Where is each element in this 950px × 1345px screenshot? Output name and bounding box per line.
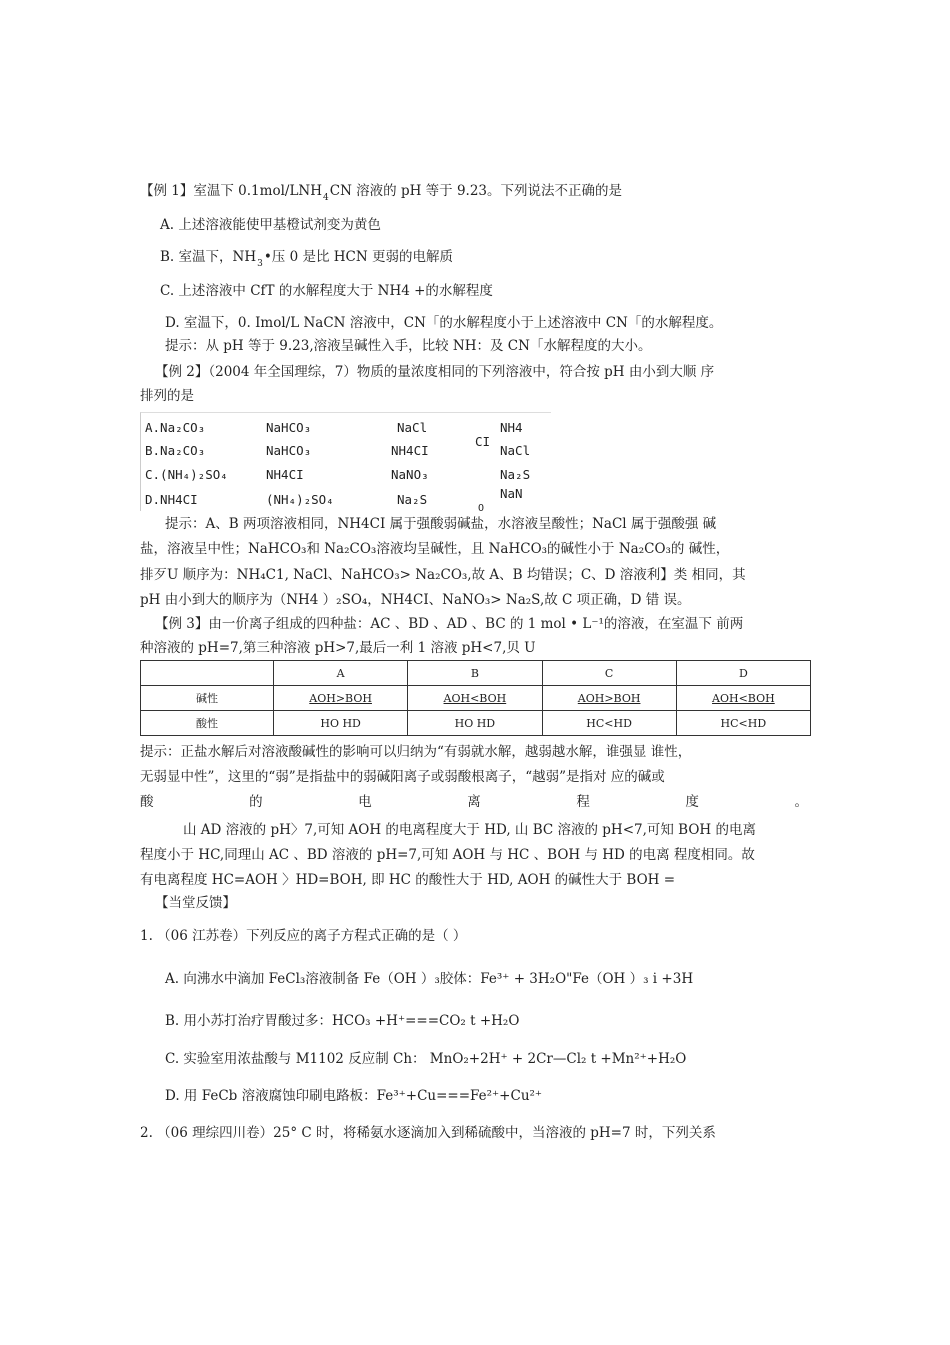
example-3-analysis-line-2: 程度小于 HC,同理山 AC 、BD 溶液的 pH=7,可知 AOH 与 HC 、BOH 与 HD 的电离 程度相同。故: [140, 847, 755, 863]
example-1-label: 【例 1】: [140, 183, 194, 199]
feedback-question-1-option-b: B. 用小苏打治疗胃酸过多：HCO₃ +H⁺===CO₂ t +H₂O: [165, 1013, 520, 1029]
table-cell: 酸性: [141, 711, 274, 736]
example-2-hint-line-3: 排歹U 顺序为：NH₄C1, NaCl、NaHCO₃> Na₂CO₃,故 A、B 均错误；C、D 溶液利】类 相同，其: [140, 567, 746, 583]
subscript: 4: [323, 193, 329, 203]
table-cell: AOH<BOH: [676, 686, 810, 711]
cell: NaCl: [500, 443, 531, 458]
cell: A.Na₂CO₃: [145, 420, 206, 435]
table-cell: AOH>BOH: [274, 686, 408, 711]
example-2-ci-fragment: CI: [475, 434, 491, 449]
cell: NaN: [500, 486, 523, 501]
table-row: [141, 686, 811, 711]
cell: D.NH4CI: [145, 492, 198, 507]
example-1-text-b: CN 溶液的 pH 等于 9.23。下列说法不正确的是: [329, 183, 623, 199]
feedback-question-1-option-a: A. 向沸水中滴加 FeCl₃溶液制备 Fe（OH ）₃胶体：Fe³⁺ + 3H₂O"Fe（OH ）₃ i +3H: [165, 971, 694, 987]
cell: NaCl: [397, 420, 428, 435]
example-3-analysis-line-1: 山 AD 溶液的 pH〉7,可知 AOH 的电离程度大于 HD, 山 BC 溶液的 pH<7,可知 BOH 的电离: [183, 822, 756, 838]
word: 酸: [140, 794, 154, 810]
cell: (NH₄)₂SO₄: [266, 492, 334, 507]
example-3-hint-line-3: [140, 793, 808, 811]
word: 的: [249, 794, 263, 810]
example-1-question: [140, 182, 622, 202]
example-1-text-a: 室温下 0.1mol/LNH: [193, 183, 322, 199]
feedback-question-1: 1. （06 江苏卷）下列反应的离子方程式正确的是（ ）: [140, 928, 467, 944]
example-1-hint: 提示：从 pH 等于 9.23,溶液呈碱性入手，比较 NH：及 CN「水解程度的大小。: [165, 338, 652, 354]
table-cell: A: [274, 661, 408, 686]
table-row: [141, 711, 811, 736]
cell: Na₂S: [397, 492, 428, 507]
table-cell: HO HD: [274, 711, 408, 736]
example-3-table: [140, 660, 811, 736]
word: 程: [576, 794, 590, 810]
example-2-question-line-2: 排列的是: [140, 388, 194, 404]
table-cell: [141, 661, 274, 686]
cell: NaNO₃: [391, 467, 429, 482]
example-2-question-line-1: 【例 2】（2004 年全国理综，7）物质的量浓度相同的下列溶液中，符合按 pH 由小到大顺 序: [155, 364, 715, 380]
word: 离: [467, 794, 481, 810]
table-cell: C: [542, 661, 676, 686]
example-1-option-d: D. 室温下，0. Imol/L NaCN 溶液中，CN「的水解程度小于上述溶液中 CN「的水解程度。: [165, 315, 723, 331]
example-3-analysis-line-3: 有电离程度 HC=AOH 〉HD=BOH, 即 HC 的酸性大于 HD, AOH 的碱性大于 BOH =: [140, 872, 676, 888]
example-1-option-c: C. 上述溶液中 CfT 的水解程度大于 NH4 +的水解程度: [160, 283, 493, 299]
example-3-question-line-1: 【例 3】由一价离子组成的四种盐：AC 、BD 、AD 、BC 的 1 mol • L⁻¹的溶液，在室温下 前两: [155, 616, 744, 632]
cell: B.Na₂CO₃: [145, 443, 206, 458]
table-cell: D: [676, 661, 810, 686]
word: 度: [685, 794, 699, 810]
table-header-row: [141, 661, 811, 686]
example-2-hint-line-2: 盐，溶液呈中性；NaHCO₃和 Na₂CO₃溶液均呈碱性，且 NaHCO₃的碱性小于 Na₂CO₃的 碱性，: [140, 541, 730, 557]
cell: NaHCO₃: [266, 443, 312, 458]
cell: NH4CI: [391, 443, 429, 458]
feedback-question-1-option-d: D. 用 FeCb 溶液腐蚀印刷电路板：Fe³⁺+Cu===Fe²⁺+Cu²⁺: [165, 1088, 543, 1104]
subscript: 3: [257, 259, 263, 269]
example-2-o-fragment: O: [478, 503, 485, 514]
table-cell: HC<HD: [542, 711, 676, 736]
feedback-question-2: 2. （06 理综四川卷）25° C 时，将稀氨水逐滴加入到稀硫酸中，当溶液的 pH=7 时，下列关系: [140, 1125, 716, 1141]
table-cell: B: [408, 661, 542, 686]
example-1-option-a: A. 上述溶液能使甲基橙试剂变为黄色: [160, 217, 381, 233]
table-cell: 碱性: [141, 686, 274, 711]
table-cell: AOH>BOH: [542, 686, 676, 711]
cell: C.(NH₄)₂SO₄: [145, 467, 228, 482]
feedback-title: 【当堂反馈】: [155, 895, 236, 911]
cell: NaHCO₃: [266, 420, 312, 435]
table-cell: HO HD: [408, 711, 542, 736]
table-cell: HC<HD: [676, 711, 810, 736]
example-2-hint-line-4: pH 由小到大的顺序为（NH4 ）₂SO₄，NH4CI、NaNO₃> Na₂S,故 C 项正确，D 错 误。: [140, 592, 691, 608]
feedback-question-1-option-c: C. 实验室用浓盐酸与 M1102 反应制 Ch： MnO₂+2H⁺ + 2Cr—Cl₂ t +Mn²⁺+H₂O: [165, 1051, 687, 1067]
example-3-hint-line-2: 无弱显中性”，这里的“弱”是指盐中的弱碱阳离子或弱酸根离子，“越弱”是指对 应的碱或: [140, 769, 665, 785]
table-cell: AOH<BOH: [408, 686, 542, 711]
example-1-option-b: [160, 248, 453, 268]
cell: NH4CI: [266, 467, 304, 482]
word: 。: [794, 794, 808, 810]
example-3-question-line-2: 种溶液的 pH=7,第三种溶液 pH>7,最后一利 1 溶液 pH<7,贝 U: [140, 640, 536, 656]
cell: Na₂S: [500, 467, 531, 482]
option-b-text-b: •压 0 是比 HCN 更弱的电解质: [263, 249, 453, 265]
example-2-hint-line-1: 提示：A、B 两项溶液相同，NH4CI 属于强酸弱碱盐，水溶液呈酸性；NaCl 属于强酸强 碱: [165, 516, 717, 532]
cell: NH4: [500, 420, 523, 435]
word: 电: [358, 794, 372, 810]
example-3-hint-line-1: 提示：正盐水解后对溶液酸碱性的影响可以归纳为“有弱就水解，越弱越水解，谁强显 谁性，: [140, 744, 692, 760]
option-b-text-a: B. 室温下，NH: [160, 249, 257, 265]
